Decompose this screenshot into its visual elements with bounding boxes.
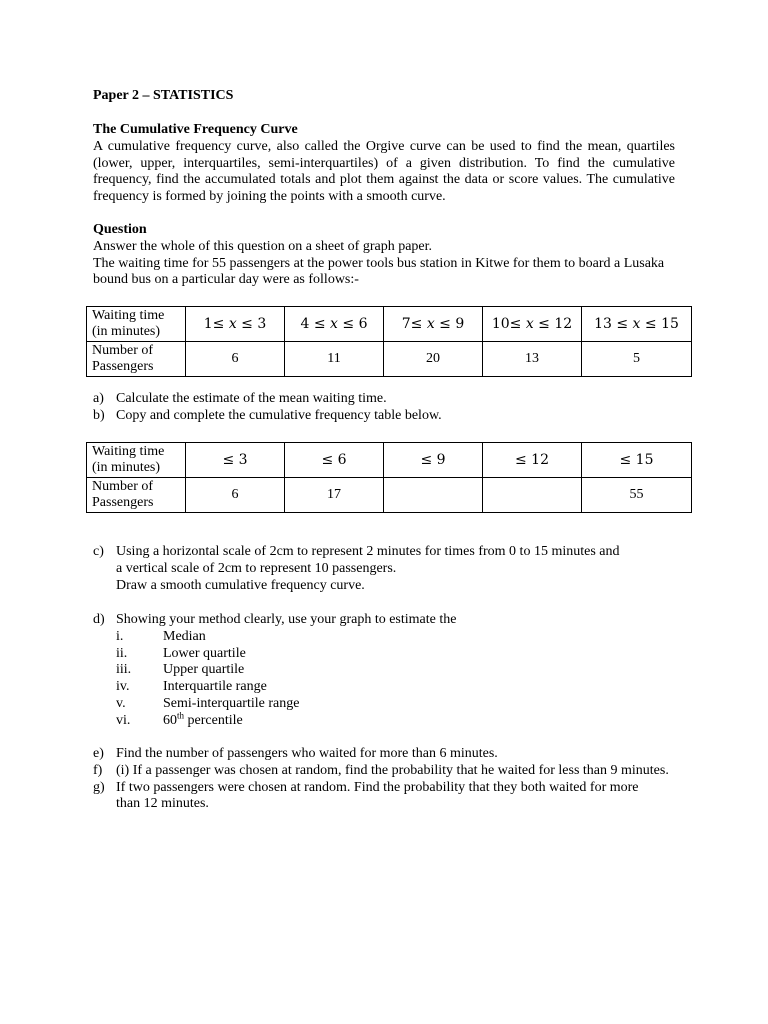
list-item: a) Calculate the estimate of the mean waiting time. [93, 391, 387, 406]
sub-item: vi. 60th percentile [116, 710, 243, 728]
interval-cell: 1≤ x ≤ 3 [186, 307, 285, 342]
count-cell: 20 [384, 342, 483, 377]
list-item: g) If two passengers were chosen at random. Find the probability that they both waited for more than 12 minutes. [93, 779, 639, 812]
table-row [87, 478, 692, 513]
interval-cell: 4 ≤ x ≤ 6 [285, 307, 384, 342]
question-heading: Question [93, 222, 147, 237]
cumulative-cell: 17 [285, 478, 384, 513]
sub-item: iv. Interquartile range [116, 679, 267, 695]
cumulative-cell-blank [384, 478, 483, 513]
cumulative-cell: 55 [582, 478, 692, 513]
count-cell: 5 [582, 342, 692, 377]
cumulative-frequency-table [86, 442, 692, 513]
cumulative-cell: 6 [186, 478, 285, 513]
frequency-table [86, 306, 692, 377]
list-item: d) Showing your method clearly, use your graph to estimate the [93, 612, 457, 627]
interval-cell: 7≤ x ≤ 9 [384, 307, 483, 342]
items-ab [93, 391, 675, 425]
sub-item: iii. Upper quartile [116, 662, 245, 678]
sub-item: ii. Lower quartile [116, 645, 246, 661]
sub-item: v. Semi-interquartile range [116, 695, 300, 711]
question-section [93, 222, 675, 289]
table-row [87, 342, 692, 377]
bound-cell: ≤ 9 [384, 443, 483, 478]
item-c [93, 544, 693, 594]
bound-cell: ≤ 6 [285, 443, 384, 478]
bound-cell: ≤ 12 [483, 443, 582, 478]
count-cell: 13 [483, 342, 582, 377]
question-instruction: Answer the whole of this question on a sheet of graph paper. [93, 238, 433, 254]
row-header-passengers: Number of Passengers [87, 342, 186, 377]
item-d [93, 612, 675, 730]
sub-item: i. Median [116, 628, 206, 644]
bound-cell: ≤ 3 [186, 443, 285, 478]
count-cell: 6 [186, 342, 285, 377]
count-cell: 11 [285, 342, 384, 377]
sub-list [93, 629, 675, 730]
cumulative-cell-blank [483, 478, 582, 513]
list-item: c) Using a horizontal scale of 2cm to represent 2 minutes for times from 0 to 15 minutes and a vertical scale of 2cm to represent 10 passengers. Draw a smooth cumulative frequency curve. [93, 544, 620, 593]
intro-section [93, 122, 675, 206]
intro-heading: The Cumulative Frequency Curve [93, 122, 298, 137]
paper-title: Paper 2 – STATISTICS [93, 88, 234, 103]
interval-cell: 13 ≤ x ≤ 15 [582, 307, 692, 342]
list-item: b) Copy and complete the cumulative frequency table below. [93, 407, 442, 423]
intro-paragraph: A cumulative frequency curve, also called the Orgive curve can be used to find the mean, quartiles (lower, upper, interquartiles, semi-interquartiles) of a given distribution. To find the cumulative frequency, find the accumulated totals and plot them against the data or score values. The cumulative frequency is formed by joining the points with a smooth curve. [93, 138, 675, 205]
table-row [87, 443, 692, 478]
table-row [87, 307, 692, 342]
list-item: f) (i) If a passenger was chosen at random, find the probability that he waited for less than 9 minutes. [93, 762, 669, 778]
bound-cell: ≤ 15 [582, 443, 692, 478]
list-item: e) Find the number of passengers who waited for more than 6 minutes. [93, 746, 498, 761]
items-efg [93, 746, 678, 813]
row-header-passengers: Number of Passengers [87, 478, 186, 513]
row-header-waiting-time: Waiting time (in minutes) [87, 443, 186, 478]
question-context: The waiting time for 55 passengers at the power tools bus station in Kitwe for them to board a Lusaka bound bus on a particular day were as follows:- [93, 255, 665, 288]
interval-cell: 10≤ x ≤ 12 [483, 307, 582, 342]
row-header-waiting-time: Waiting time (in minutes) [87, 307, 186, 342]
